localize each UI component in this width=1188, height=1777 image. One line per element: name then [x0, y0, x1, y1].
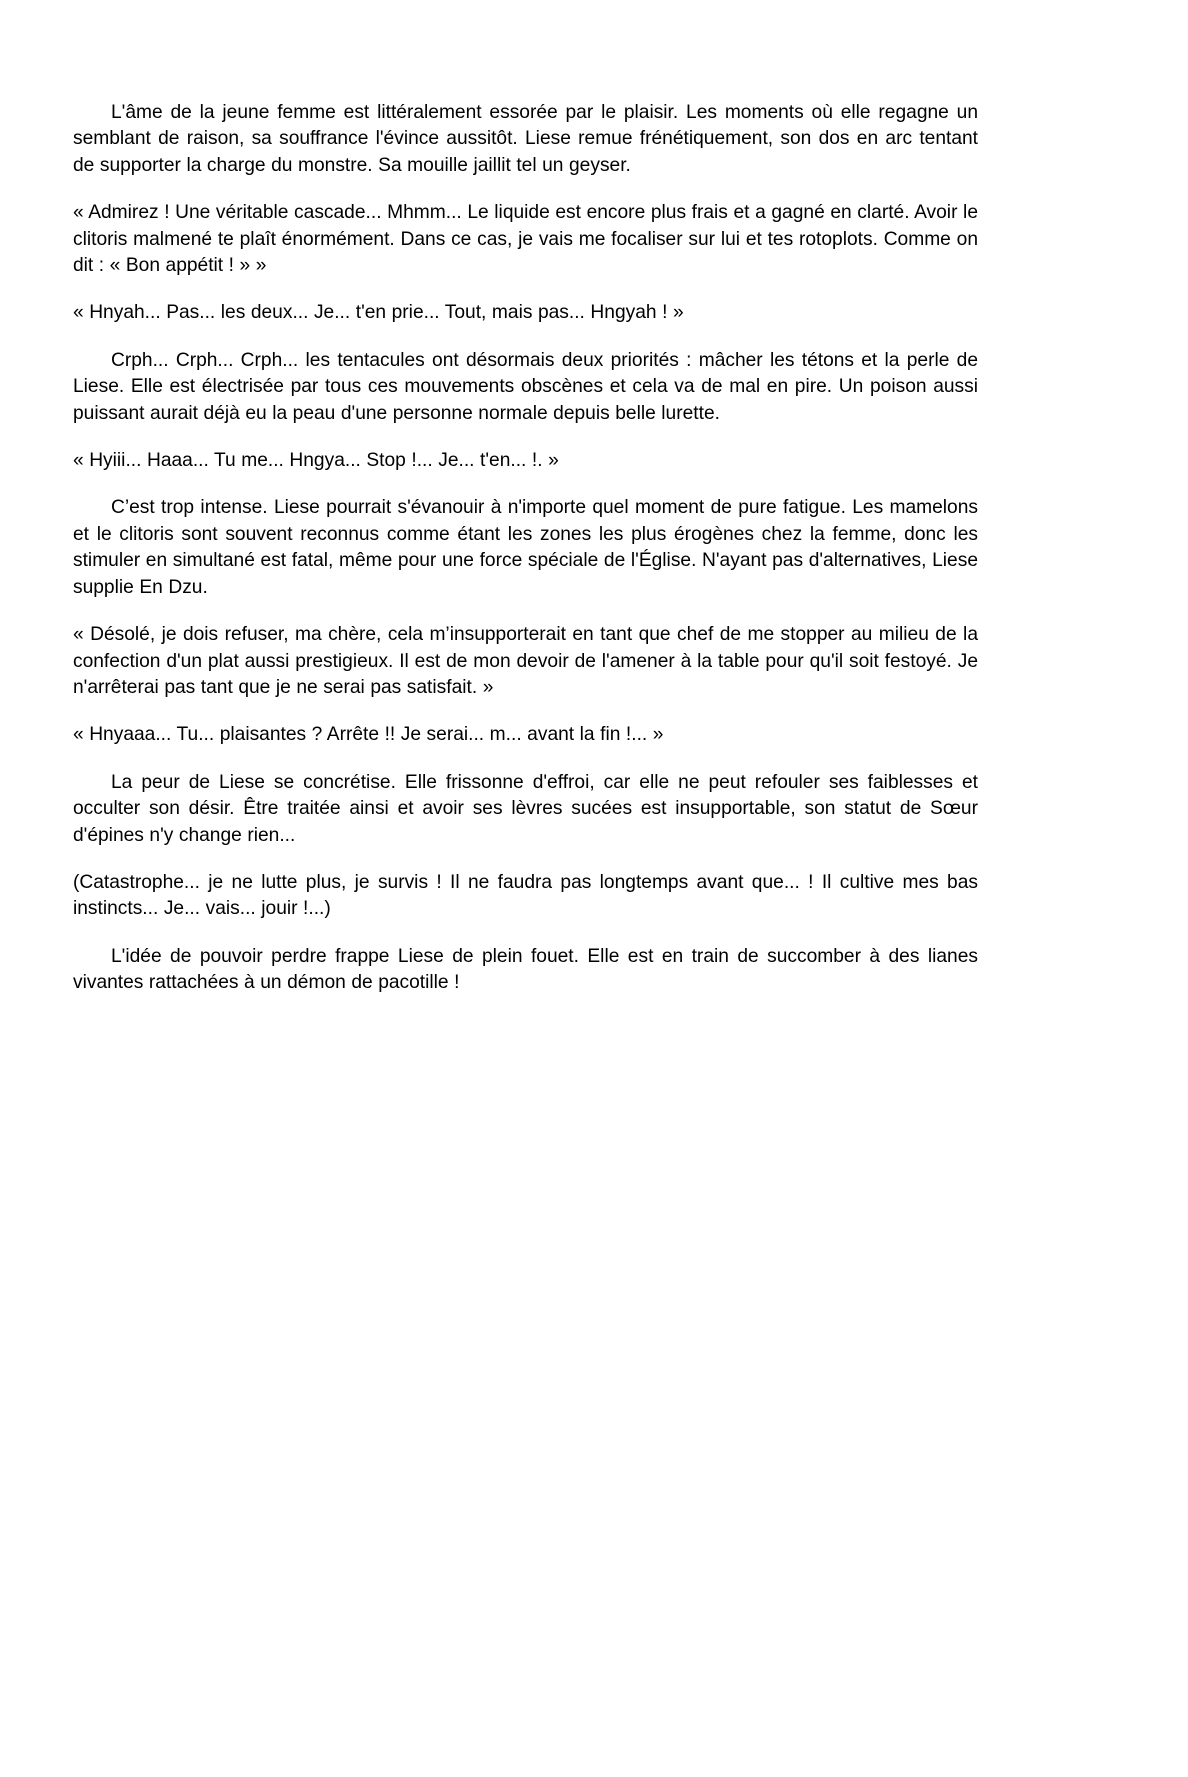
paragraph-1: L'âme de la jeune femme est littéralement essorée par le plaisir. Les moments où elle regagne un semblant de raison, sa souffrance l'évince aussitôt. Liese remue frénétiquement, son dos en arc tentant de supporter la charge du monstre. Sa mouille jaillit tel un geyser.: [73, 102, 978, 176]
paragraph-3: « Hnyah... Pas... les deux... Je... t'en prie... Tout, mais pas... Hngyah ! »: [73, 302, 684, 324]
paragraph-8: « Hnyaaa... Tu... plaisantes ? Arrête !! Je serai... m... avant la fin !... »: [73, 724, 664, 746]
paragraph-9: La peur de Liese se concrétise. Elle frissonne d'effroi, car elle ne peut refouler ses faiblesses et occulter son désir. Être traitée ainsi et avoir ses lèvres sucées est insupportable, son statut de Sœur d'épines n'y change rien...: [73, 771, 978, 846]
paragraph-11: L'idée de pouvoir perdre frappe Liese de plein fouet. Elle est en train de succomber à des lianes vivantes rattachées à un démon de pacotille !: [73, 945, 978, 994]
paragraph-2: « Admirez ! Une véritable cascade... Mhmm... Le liquide est encore plus frais et a gagné en clarté. Avoir le clitoris malmené te plaît énormément. Dans ce cas, je vais me focaliser sur lui et tes rotoplots. Comme on dit : « Bon appétit ! » »: [73, 202, 978, 277]
paragraph-6: C’est trop intense. Liese pourrait s'évanouir à n'importe quel moment de pure fatigue. Les mamelons et le clitoris sont souvent reconnus comme étant les zones les plus érogènes chez la femme, donc les stimuler en simultané est fatal, même pour une force spéciale de l'Église. N'ayant pas d'alternatives, Liese supplie En Dzu.: [73, 497, 978, 598]
paragraph-10: (Catastrophe... je ne lutte plus, je survis ! Il ne faudra pas longtemps avant que... ! Il cultive mes bas instincts... Je... vais... jouir !...): [73, 871, 978, 920]
paragraph-7: « Désolé, je dois refuser, ma chère, cela m’insupporterait en tant que chef de me stopper au milieu de la confection d'un plat aussi prestigieux. Il est de mon devoir de l'amener à la table pour qu'il soit festoyé. Je n'arrêterai pas tant que je ne serai pas satisfait. »: [73, 624, 978, 698]
paragraph-4: Crph... Crph... Crph... les tentacules ont désormais deux priorités : mâcher les tétons et la perle de Liese. Elle est électrisée par tous ces mouvements obscènes et cela va de mal en pire. Un poison aussi puissant aurait déjà eu la peau d'une personne normale depuis belle lurette.: [73, 349, 978, 424]
paragraph-5: « Hyiii... Haaa... Tu me... Hngya... Stop !... Je... t'en... !. »: [73, 450, 559, 472]
document-body: [73, 100, 978, 997]
